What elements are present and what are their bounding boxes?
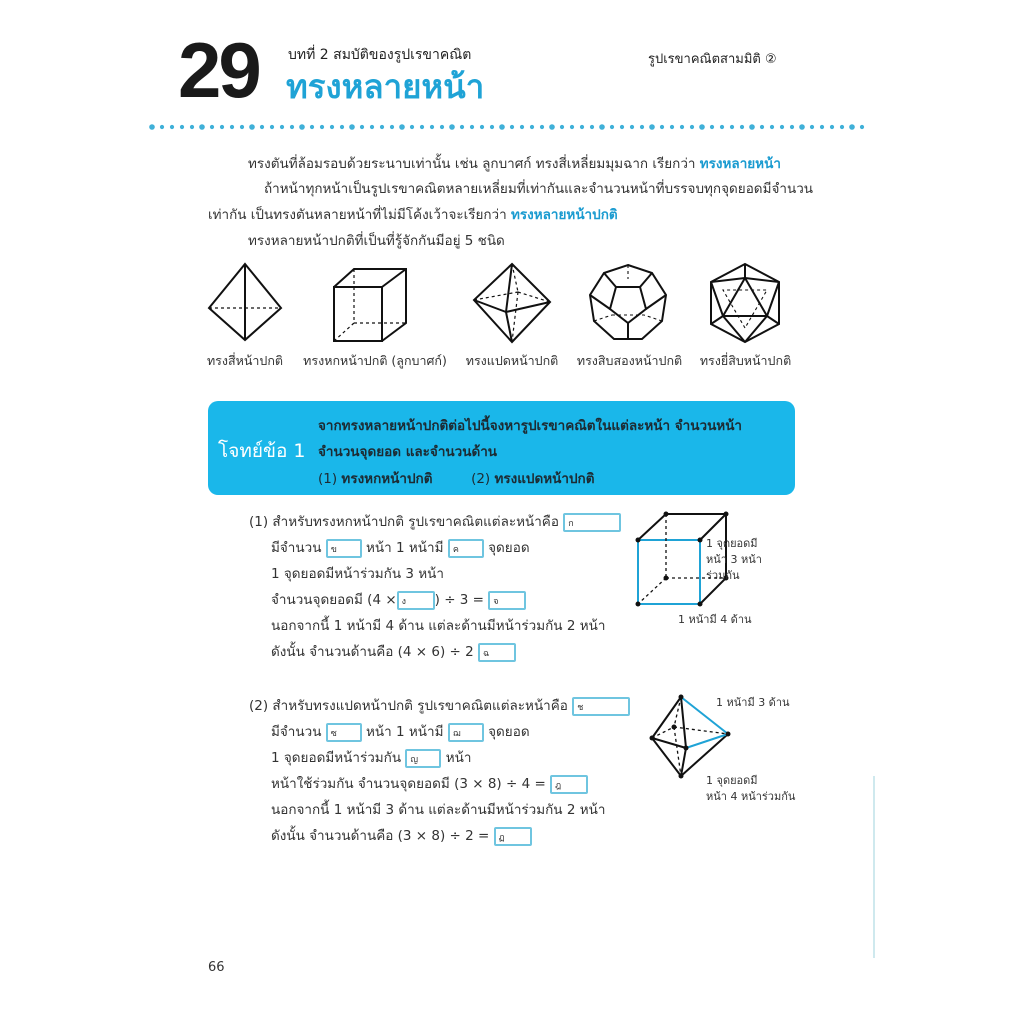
chapter-label: บทที่ 2 สมบัติของรูปเรขาคณิต [288, 47, 472, 63]
answer-box-so[interactable] [326, 723, 362, 742]
intro-line-1 [248, 152, 781, 177]
intro-text: เท่ากัน เป็นทรงตันหลายหน้าที่ไม่มีโค้งเว้าจะเรียกว่า [208, 207, 512, 223]
text: มีจำนวน [271, 724, 322, 740]
text: ) ÷ 3 = [434, 592, 484, 608]
box-label: ฉ [483, 648, 490, 659]
answer-box-to-patak[interactable] [494, 827, 532, 846]
p1-line-6 [271, 641, 516, 663]
term-regular-polyhedron: ทรงหลายหน้าปกติ [511, 207, 618, 223]
octahedron-icon [470, 262, 554, 344]
note-text: 1 จุดยอดมี [706, 774, 758, 787]
box-label: จ [493, 596, 499, 607]
answer-box-chho[interactable] [478, 643, 516, 662]
box-label: ข [330, 544, 337, 555]
text: (2) สำหรับทรงแปดหน้าปกติ รูปเรขาคณิตแต่ละหน้าคือ [249, 698, 568, 714]
p1-line-5: นอกจากนี้ 1 หน้ามี 4 ด้าน แต่ละด้านมีหน้าร่วมกัน 2 หน้า [271, 618, 606, 634]
shape-label-icosahedron: ทรงยี่สิบหน้าปกติ [699, 353, 792, 368]
term-polyhedron: ทรงหลายหน้า [699, 156, 781, 172]
intro-text: ทรงตันที่ล้อมรอบด้วยระนาบเท่านั้น เช่น ลูกบาศก์ ทรงสี่เหลี่ยมมุมฉาก เรียกว่า [248, 156, 700, 172]
icosahedron-icon [705, 262, 785, 344]
question-text: จากทรงหลายหน้าปกติต่อไปนี้จงหารูปเรขาคณิตในแต่ละหน้า จำนวนหน้า [318, 418, 743, 434]
p1-line-4 [271, 589, 526, 611]
text: ดังนั้น จำนวนด้านคือ (3 × 8) ÷ 2 = [271, 828, 490, 844]
page-number: 66 [208, 960, 225, 975]
shape-label-octahedron: ทรงแปดหน้าปกติ [465, 353, 559, 368]
answer-box-kho[interactable] [326, 539, 362, 558]
page-title: ทรงหลายหน้า [286, 67, 485, 106]
text: จำนวนจุดยอดมี (4 × [271, 592, 397, 608]
answer-box-yo[interactable] [405, 749, 441, 768]
answer-box-do-chada[interactable] [550, 775, 588, 794]
item-number: (2) [471, 471, 491, 487]
octa-vertex-note [706, 773, 795, 805]
p2-line-4 [271, 773, 588, 795]
box-label: ซ [330, 728, 337, 739]
answer-box-cho-chang[interactable] [572, 697, 630, 716]
question-tag: โจทย์ข้อ 1 [218, 440, 306, 462]
dodecahedron-icon [588, 263, 668, 343]
answer-box-ngo[interactable] [397, 591, 435, 610]
box-label: ง [401, 596, 407, 607]
text: หน้า 1 หน้ามี [366, 540, 444, 556]
lesson-number: 29 [178, 26, 259, 114]
question-text: จำนวนจุดยอด และจำนวนด้าน [318, 444, 498, 460]
answer-box-ko[interactable] [563, 513, 621, 532]
section-label: รูปเรขาคณิตสามมิติ ② [648, 52, 777, 67]
p2-line-6 [271, 825, 532, 847]
intro-line-3 [208, 203, 618, 228]
p1-line-3: 1 จุดยอดมีหน้าร่วมกัน 3 หน้า [271, 566, 444, 582]
p2-line-1 [249, 695, 630, 717]
text: หน้า 1 หน้ามี [366, 724, 444, 740]
cube-face-note: 1 หน้ามี 4 ด้าน [678, 613, 752, 626]
p1-line-1 [249, 511, 621, 533]
shape-label-dodecahedron: ทรงสิบสองหน้าปกติ [576, 353, 683, 368]
question-line-2 [318, 440, 497, 462]
note-text: ร่วมกัน [706, 569, 740, 582]
p2-line-5: นอกจากนี้ 1 หน้ามี 3 ด้าน แต่ละด้านมีหน้าร่วมกัน 2 หน้า [271, 802, 606, 818]
box-label: ฏ [498, 832, 505, 843]
p1-line-2 [271, 537, 530, 559]
shape-label-tetrahedron: ทรงสี่หน้าปกติ [206, 353, 284, 368]
question-items [318, 467, 594, 489]
text: ดังนั้น จำนวนด้านคือ (4 × 6) ÷ 2 [271, 644, 474, 660]
box-label: ญ [410, 754, 419, 765]
answer-box-cho[interactable] [488, 591, 526, 610]
question-item-1: ทรงหกหน้าปกติ [341, 471, 433, 487]
text: (1) สำหรับทรงหกหน้าปกติ รูปเรขาคณิตแต่ละหน้าคือ [249, 514, 559, 530]
answer-box-kho-khwai[interactable] [448, 539, 484, 558]
question-line-1 [318, 414, 742, 436]
text: มีจำนวน [271, 540, 322, 556]
note-text: 1 จุดยอดมี [706, 537, 758, 550]
intro-line-4: ทรงหลายหน้าปกติที่เป็นที่รู้จักกันมีอยู่ 5 ชนิด [248, 233, 505, 249]
cube-vertex-note [706, 536, 762, 584]
cube-icon [330, 265, 410, 345]
text: จุดยอด [488, 540, 530, 556]
dotted-divider [148, 122, 868, 132]
box-label: ช [577, 702, 584, 713]
intro-line-2: ถ้าหน้าทุกหน้าเป็นรูปเรขาคณิตหลายเหลี่ยมที่เท่ากันและจำนวนหน้าที่บรรจบทุกจุดยอดมีจำนวน [264, 181, 813, 197]
tetrahedron-icon [205, 262, 285, 342]
answer-box-cho-choe[interactable] [448, 723, 484, 742]
octa-face-note: 1 หน้ามี 3 ด้าน [716, 696, 790, 709]
note-text: หน้า 3 หน้า [706, 553, 762, 566]
p2-line-3 [271, 747, 471, 769]
text: หน้าใช้ร่วมกัน จำนวนจุดยอดมี (3 × 8) ÷ 4 = [271, 776, 546, 792]
box-label: ฌ [452, 728, 461, 739]
p2-line-2 [271, 721, 530, 743]
text: หน้า [445, 750, 472, 766]
text: 1 จุดยอดมีหน้าร่วมกัน [271, 750, 402, 766]
question-item-2: ทรงแปดหน้าปกติ [494, 471, 595, 487]
box-label: ฎ [555, 780, 562, 791]
margin-rule [873, 776, 875, 958]
box-label: ก [568, 518, 574, 529]
item-number: (1) [318, 471, 338, 487]
text: จุดยอด [488, 724, 530, 740]
box-label: ค [452, 544, 459, 555]
note-text: หน้า 4 หน้าร่วมกัน [706, 790, 796, 803]
shape-label-cube: ทรงหกหน้าปกติ (ลูกบาศก์) [303, 353, 447, 368]
